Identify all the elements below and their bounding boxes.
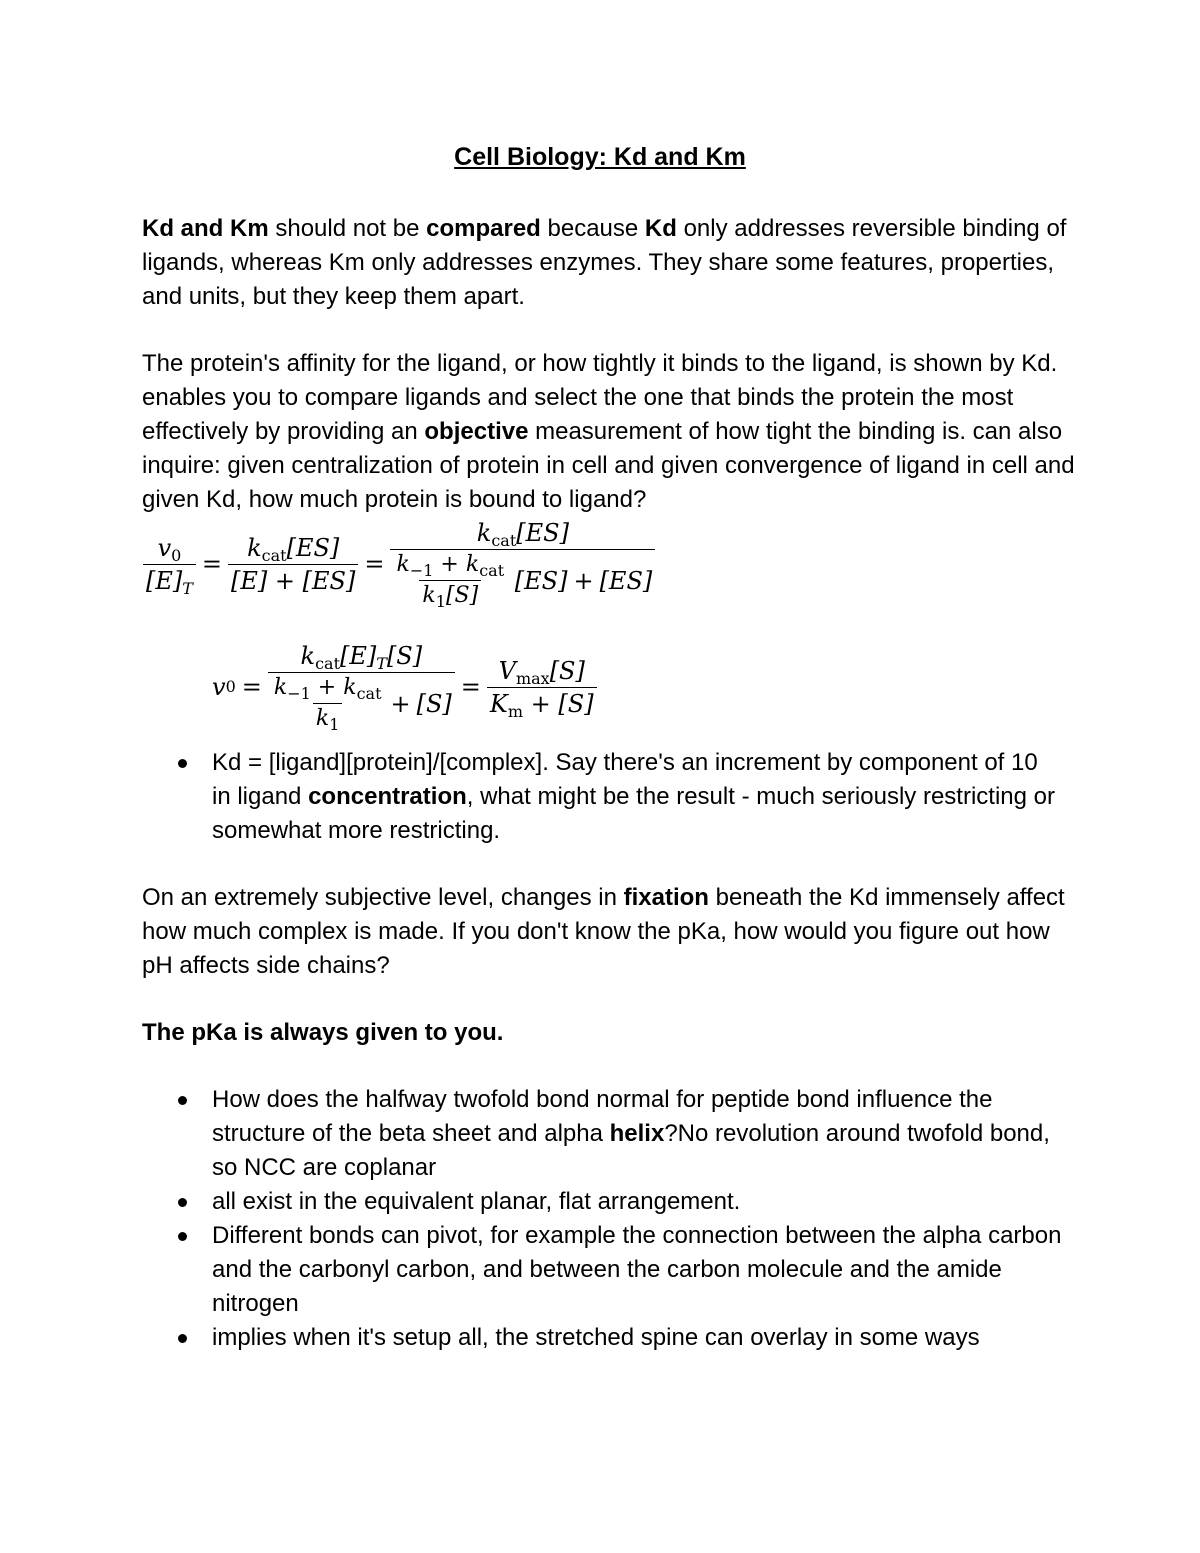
- equation-rate-ratio: [143, 519, 655, 611]
- text: The protein's affinity for the ligand, or how tightly it binds to the ligand, is shown by Kd. enables you to compare ligands and select the one that binds the protein the most effectively by providing an: [142, 350, 1058, 445]
- text: ?No revolution around twofold bond, so NCC are coplanar: [212, 1120, 1050, 1181]
- bold-text: helix: [609, 1120, 665, 1147]
- math-subscript: T: [182, 578, 193, 598]
- list-item: implies when it's setup all, the stretched spine can overlay in some ways: [142, 1321, 1062, 1355]
- math-symbol: k: [343, 675, 357, 700]
- equals-sign: =: [364, 550, 385, 578]
- math-subscript: T: [376, 654, 387, 673]
- math-symbol: K: [489, 689, 508, 718]
- fraction: [390, 519, 655, 611]
- math-subscript: −1: [409, 561, 434, 580]
- math-symbol: k: [422, 583, 436, 608]
- text: beneath the Kd immensely affect how much complex is made. If you don't know the pKa, how would you figure out how pH affects side chains?: [142, 884, 1065, 979]
- plus-sign: +: [440, 552, 459, 577]
- list-item: [142, 746, 1062, 848]
- math-symbol: [E]: [231, 566, 268, 595]
- math-subscript: cat: [491, 531, 517, 550]
- fraction: [268, 642, 455, 734]
- list-item: [142, 1083, 1062, 1185]
- math-subscript: cat: [479, 561, 505, 580]
- math-subscript: 1: [329, 715, 340, 734]
- math-subscript: cat: [261, 545, 287, 565]
- math-symbol: k: [300, 642, 316, 670]
- paragraph-pka-answer: The pKa is always given to you.: [142, 1019, 504, 1046]
- math-symbol: [ES]: [514, 566, 568, 595]
- math-symbol: [S]: [445, 583, 479, 608]
- math-symbol: [ES]: [286, 533, 340, 562]
- math-symbol: k: [247, 533, 262, 562]
- math-symbol: [E]: [146, 566, 183, 595]
- fraction: [393, 552, 507, 611]
- math-subscript: max: [515, 668, 550, 688]
- math-subscript: 0: [171, 545, 182, 565]
- page-title: Cell Biology: Kd and Km: [454, 143, 746, 171]
- text: , what might be the result - much seriously restricting or somewhat more restricting.: [212, 783, 1055, 844]
- bold-text: Kd and Km: [142, 215, 269, 242]
- paragraph-fixation: [142, 881, 1082, 983]
- paragraph-affinity: [142, 347, 1082, 517]
- equation-michaelis-menten: v 0 = $k_{cat}[E]_T[S]$ $\frac{k_{-1} + k_{cat}}{k_1}$ + [S] = $\frac{V_{max}[S]}{K_m + [S]}$: [212, 644, 597, 730]
- text: should not be: [268, 215, 427, 242]
- math-symbol: k: [315, 706, 330, 731]
- text: On an extremely subjective level, changes in: [142, 884, 624, 911]
- paragraph-kd-km-intro: [142, 212, 1082, 314]
- equals-sign: =: [460, 673, 481, 701]
- plus-sign: +: [317, 675, 337, 700]
- text: measurement of how tight the binding is. can also inquire: given centralization of protein in cell and given convergence of ligand in cell and given Kd, how much protein is bound to ligand?: [142, 418, 1075, 513]
- math-symbol: [ES]: [599, 566, 653, 595]
- math-symbol: v: [212, 673, 226, 701]
- math-subscript: 1: [435, 592, 446, 611]
- plus-sign: +: [390, 689, 411, 718]
- fraction: [228, 533, 358, 595]
- bold-text: compared: [426, 215, 541, 242]
- bullet-list-peptide: [142, 1083, 1062, 1355]
- text: Kd = [ligand][protein]/[complex]. Say there's an increment by component of 10 in ligand: [212, 749, 1038, 810]
- math-subscript: −1: [287, 684, 311, 703]
- fraction: [487, 656, 597, 721]
- math-symbol: k: [476, 519, 492, 547]
- text: because: [540, 215, 645, 242]
- math-subscript: m: [507, 701, 524, 721]
- plus-sign: +: [274, 566, 296, 595]
- bold-text: Kd: [644, 215, 677, 242]
- equals-sign: =: [241, 673, 262, 701]
- math-symbol: [S]: [549, 656, 585, 685]
- list-item: Different bonds can pivot, for example the connection between the alpha carbon and the carbonyl carbon, and between the carbon molecule and the amide nitrogen: [142, 1219, 1062, 1321]
- list-item: all exist in the equivalent planar, flat arrangement.: [142, 1185, 1062, 1219]
- math-symbol: k: [396, 552, 410, 577]
- math-symbol: k: [465, 552, 480, 577]
- math-symbol: [ES]: [302, 566, 356, 595]
- fraction: [143, 533, 196, 598]
- math-subscript: cat: [356, 684, 382, 703]
- bold-text: objective: [424, 418, 529, 445]
- math-symbol: v: [157, 533, 172, 562]
- math-symbol: [E]: [340, 642, 377, 670]
- equals-sign: =: [201, 550, 223, 578]
- bold-text: fixation: [623, 884, 709, 911]
- bold-text: concentration: [308, 783, 467, 810]
- plus-sign: +: [573, 566, 594, 595]
- math-symbol: V: [498, 656, 516, 685]
- math-symbol: [ES]: [516, 519, 569, 547]
- math-symbol: [S]: [416, 689, 452, 718]
- text: How does the halfway twofold bond normal for peptide bond influence the structure of the beta sheet and alpha: [212, 1086, 993, 1147]
- math-subscript: cat: [315, 654, 341, 673]
- bullet-list-kd: [142, 746, 1062, 848]
- math-symbol: [S]: [386, 642, 423, 670]
- fraction: [271, 675, 385, 734]
- plus-sign: +: [530, 689, 551, 718]
- text: only addresses reversible binding of ligands, whereas Km only addresses enzymes. They share some features, properties, and units, but they keep them apart.: [142, 215, 1067, 310]
- math-symbol: [S]: [558, 689, 594, 718]
- math-symbol: k: [273, 675, 288, 700]
